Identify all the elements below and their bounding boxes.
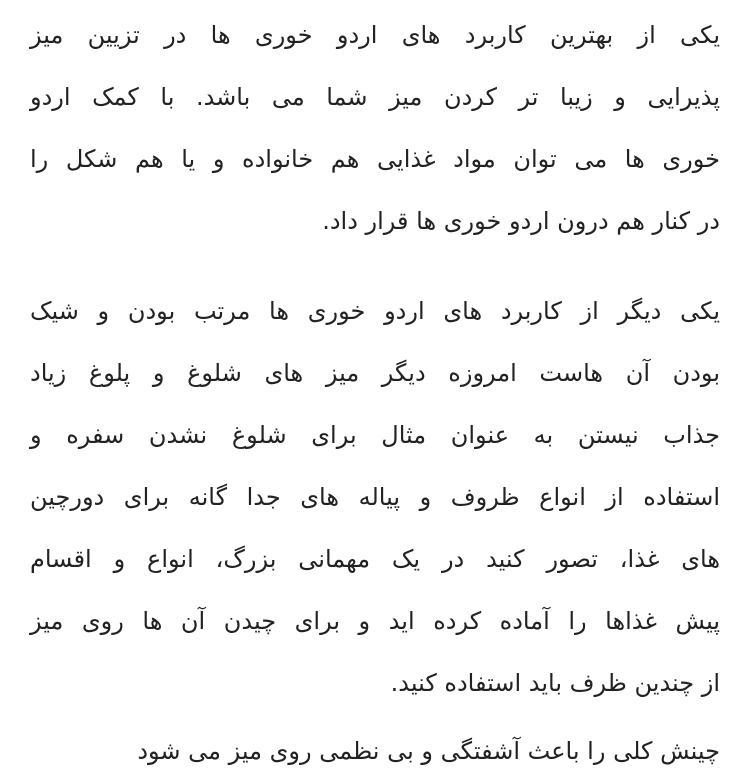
paragraph-1 — [30, 4, 720, 252]
paragraph-line: پذیرایی و زیبا تر کردن میز شما می باشد. با کمک اردو — [30, 83, 720, 111]
paragraph-line: بودن آن هاست امروزه دیگر میز های شلوغ و پلوغ زیاد — [30, 359, 720, 387]
paragraph-line: خوری ها می توان مواد غذایی هم خانواده و یا هم شکل را — [30, 145, 720, 173]
paragraph-line: جذاب نیستن به عنوان مثال برای شلوغ نشدن سفره و — [30, 421, 720, 449]
paragraph-line: های غذا، تصور کنید در یک مهمانی بزرگ، انواع و اقسام — [30, 545, 720, 573]
paragraph-3-partial-line: چینش کلی را باعث آشفتگی و بی نظمی روی میز می شود — [137, 737, 720, 765]
paragraph-line: در کنار هم درون اردو خوری ها قرار داد. — [322, 207, 720, 235]
paragraph-line: از چندین ظرف باید استفاده کنید. — [390, 669, 720, 697]
paragraph-line: استفاده از انواع ظروف و پیاله های جدا گانه برای دورچین — [30, 483, 720, 511]
paragraph-line: پیش غذاها را آماده کرده اید و برای چیدن آن ها روی میز — [30, 607, 720, 635]
paragraph-line: یکی از بهترین کاربرد های اردو خوری ها در تزیین میز — [30, 21, 720, 49]
paragraph-line: یکی دیگر از کاربرد های اردو خوری ها مرتب بودن و شیک — [30, 297, 720, 325]
paragraph-2 — [30, 280, 720, 714]
paragraph-spacer — [30, 252, 720, 280]
article-body — [30, 4, 720, 714]
